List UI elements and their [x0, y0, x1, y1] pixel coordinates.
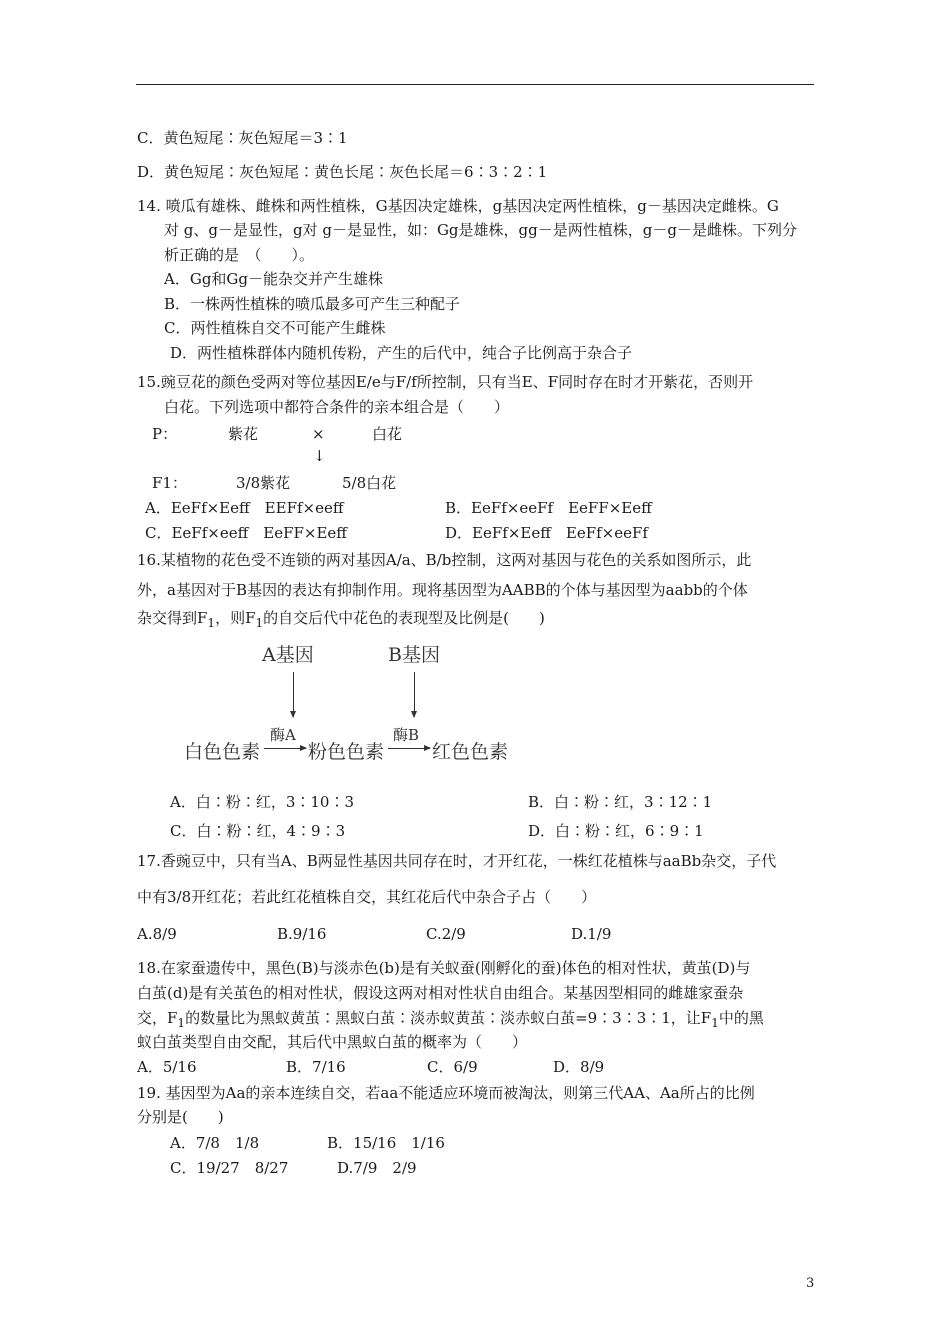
- q16-stem-3-part2: ，则F: [215, 609, 256, 627]
- q15-f1-white: 5/8白花: [342, 474, 397, 492]
- q16-option-c: C．白∶粉∶红，4∶9∶3: [170, 822, 346, 840]
- diagram-arrow-b-down: [414, 672, 415, 717]
- q18-option-c: C．6/9: [427, 1058, 478, 1076]
- q15-option-b: B．EeFf×eeFf EeFF×Eeff: [445, 499, 652, 517]
- diagram-gene-b: B基因: [388, 644, 440, 666]
- q13-option-d: D．黄色短尾∶灰色短尾∶黄色长尾∶灰色长尾＝6∶3∶2∶1: [137, 163, 548, 181]
- q19-option-b: B．15/16 1/16: [327, 1134, 445, 1152]
- diagram-red-pigment: 红色色素: [432, 741, 509, 763]
- q18-stem-3-part1: 交，F: [137, 1009, 178, 1027]
- q13-option-c: C．黄色短尾∶灰色短尾＝3∶1: [137, 129, 348, 147]
- q15-p-cross: ×: [312, 425, 325, 443]
- page-number: 3: [806, 1276, 815, 1291]
- q15-p-white: 白花: [372, 425, 403, 443]
- diagram-arrow-1: [264, 748, 306, 749]
- q15-f1-label: F1：: [152, 474, 187, 492]
- q16-option-b: B．白∶粉∶红，3∶12∶1: [528, 793, 713, 811]
- q15-down-arrow: ↓: [313, 447, 326, 465]
- q18-stem-2: 白茧(d)是有关茧色的相对性状，假设这两对相对性状自由组合。某基因型相同的雌雄家蚕杂: [137, 984, 744, 1002]
- q15-stem-1: 15.豌豆花的颜色受两对等位基因E/e与F/f所控制，只有当E、F同时存在时才开紫花，否则开: [137, 373, 754, 391]
- q19-option-a: A．7/8 1/8: [170, 1134, 260, 1152]
- q17-stem-1: 17.香豌豆中，只有当A、B两显性基因共同存在时，才开红花，一株红花植株与aaBb杂交，子代: [137, 852, 777, 870]
- q15-option-d: D．EeFf×Eeff EeFf×eeFf: [445, 524, 648, 542]
- diagram-enzyme-b: 酶B: [393, 726, 420, 744]
- diagram-pink-pigment: 粉色色素: [308, 741, 385, 763]
- q14-option-c: C．两性植株自交不可能产生雌株: [164, 319, 386, 337]
- q15-stem-2: 白花。下列选项中都符合条件的亲本组合是（ ）: [164, 398, 510, 416]
- q14-option-b: B．一株两性植株的喷瓜最多可产生三种配子: [164, 295, 461, 313]
- subscript: 1: [711, 1016, 719, 1030]
- q18-option-a: A．5/16: [137, 1058, 197, 1076]
- q19-option-d: D.7/9 2/9: [337, 1159, 417, 1177]
- subscript: 1: [177, 1016, 186, 1030]
- q19-stem-1: 19. 基因型为Aa的亲本连续自交，若aa不能适应环境而被淘汰，则第三代AA、Aa所占的比例: [137, 1084, 755, 1102]
- q17-stem-2: 中有3/8开红花；若此红花植株自交，其红花后代中杂合子占（ ）: [137, 888, 597, 906]
- q14-stem-1: 14. 喷瓜有雄株、雌株和两性植株，G基因决定雄株，g基因决定两性植株，g－基因决定雌株。G: [137, 197, 779, 215]
- q15-option-a: A．EeFf×Eeff EEFf×eeff: [145, 499, 344, 517]
- q18-stem-3: [137, 1008, 764, 1033]
- diagram-white-pigment: 白色色素: [184, 741, 261, 763]
- q16-stem-3: [137, 608, 545, 633]
- subscript: 1: [255, 616, 264, 630]
- q15-p-label: P：: [152, 425, 178, 443]
- q17-option-b: B.9/16: [277, 925, 327, 943]
- diagram-enzyme-a: 酶A: [270, 726, 296, 744]
- q18-stem-3-part3: 中的黑: [718, 1009, 764, 1027]
- q14-option-d: D．两性植株群体内随机传粉，产生的后代中，纯合子比例高于杂合子: [170, 344, 633, 362]
- q18-stem-3-part2: 的数量比为黑蚁黄茧∶黑蚁白茧∶淡赤蚁黄茧∶淡赤蚁白茧=9∶3∶3∶1，让F: [185, 1009, 712, 1027]
- header-rule: [136, 84, 814, 85]
- q15-f1-purple: 3/8紫花: [236, 474, 291, 492]
- q15-p-purple: 紫花: [228, 425, 259, 443]
- q17-option-a: A.8/9: [137, 925, 177, 943]
- q17-option-d: D.1/9: [571, 925, 612, 943]
- q18-option-b: B．7/16: [286, 1058, 346, 1076]
- q19-option-c: C．19/27 8/27: [170, 1159, 289, 1177]
- q17-option-c: C.2/9: [426, 925, 466, 943]
- q16-stem-3-part3: 的自交后代中花色的表现型及比例是( ): [263, 609, 545, 627]
- q15-option-c: C．EeFf×eeff EeFF×Eeff: [145, 524, 347, 542]
- q14-option-a: A．Gg和Gg－能杂交并产生雄株: [164, 270, 384, 288]
- diagram-gene-a: A基因: [262, 644, 314, 666]
- q16-stem-1: 16.某植物的花色受不连锁的两对基因A/a、B/b控制，这两对基因与花色的关系如图所示，此: [137, 551, 752, 569]
- q19-stem-2: 分别是( ): [137, 1108, 224, 1126]
- q14-stem-2: 对 g、g－是显性，g对 g－是显性，如：Gg是雄株，gg－是两性植株，g－g－是雌株。下列分: [164, 221, 797, 239]
- q16-stem-2: 外，a基因对于B基因的表达有抑制作用。现将基因型为AABB的个体与基因型为aabb的个体: [137, 581, 748, 599]
- q16-stem-3-part1: 杂交得到F: [137, 609, 208, 627]
- q18-stem-1: 18.在家蚕遗传中，黑色(B)与淡赤色(b)是有关蚁蚕(刚孵化的蚕)体色的相对性状，黄茧(D)与: [137, 959, 751, 977]
- q16-option-a: A．白∶粉∶红，3∶10∶3: [170, 793, 355, 811]
- q14-stem-3: 析正确的是 （ ）。: [164, 246, 315, 264]
- diagram-arrow-2: [388, 748, 430, 749]
- subscript: 1: [207, 616, 216, 630]
- q18-stem-4: 蚁白茧类型自由交配，其后代中黑蚁白茧的概率为（ ）: [137, 1033, 528, 1051]
- q18-option-d: D．8/9: [553, 1058, 605, 1076]
- q16-option-d: D．白∶粉∶红，6∶9∶1: [528, 822, 704, 840]
- diagram-arrow-a-down: [293, 672, 294, 717]
